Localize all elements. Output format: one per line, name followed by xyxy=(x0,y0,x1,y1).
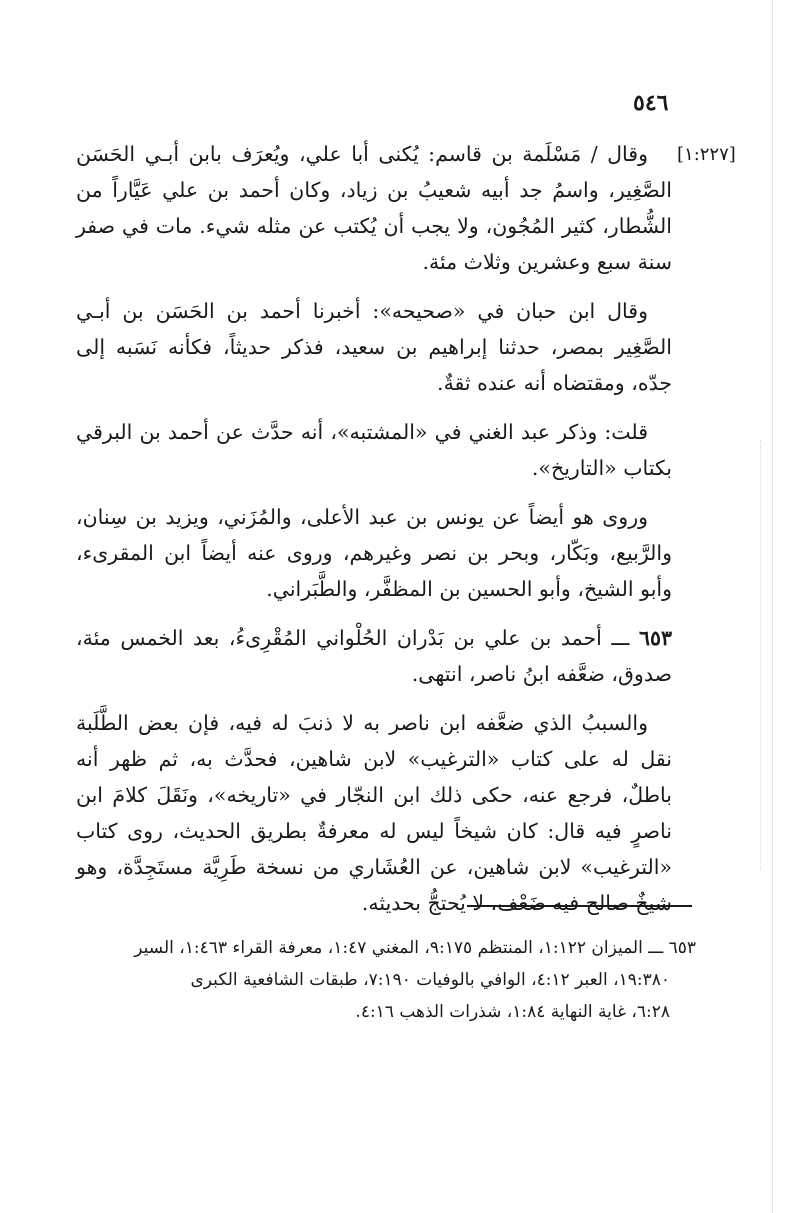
paragraph-abd-al-ghani: قلت: وذكر عبد الغني في «المشتبه»، أنه حدَّث عن أحمد بن البرقي بكتاب «التاريخ». xyxy=(76,420,672,480)
footnote-line: ٦٥٣ ـــ الميزان ١:١٢٢، المنتظم ٩:١٧٥، المغني ١:٤٧، معرفة القراء ١:٤٦٣، السير xyxy=(134,938,696,958)
margin-reference: [١:٢٢٧] xyxy=(677,144,736,165)
main-text xyxy=(76,136,672,921)
footnote-line: ٦:٢٨، غاية النهاية ١:٨٤، شذرات الذهب ٤:١٦. xyxy=(355,1002,670,1022)
paragraph-narrators: وروى هو أيضاً عن يونس بن عبد الأعلى، والمُزَني، ويزيد بن سِنان، والرَّبيع، وبَكّار، وبحر بن نصر وغيرهم، وروى عنه أيضاً ابن المقرىء، وأبو الشيخ، وأبو الحسين بن المظفَّر، والطَّبَراني. xyxy=(76,505,672,601)
paragraph-maslama: وقال / مَسْلَمة بن قاسم: يُكنى أبا علي، ويُعرَف بابن أبـي الحَسَن الصَّغِير، واسمُ جد أبيه شعيبُ بن زياد، وكان أحمد بن علي عَيَّاراً من الشُّطار، كثير المُجُون، ولا يجب أن يُكتب عن مثله شيء. مات في صفر سنة سبع وعشرين وثلاث مئة. xyxy=(76,142,672,274)
page-number: ٥٤٦ xyxy=(633,90,669,116)
page-crease xyxy=(772,0,773,1213)
scan-speckle xyxy=(760,440,761,870)
entry-text: أحمد بن علي بن بَدْران الحُلْواني المُقْرِىءُ، بعد الخمس مئة، صدوق، ضعَّفه ابنُ ناصر، انتهى. xyxy=(76,626,672,686)
footnote xyxy=(76,932,696,1028)
footnote-divider xyxy=(467,905,692,907)
entry-dash: ـــ xyxy=(601,626,639,650)
footnote-line: ١٩:٣٨٠، العبر ٤:١٢، الوافي بالوفيات ٧:١٩٠، طبقات الشافعية الكبرى xyxy=(190,970,670,990)
entry-653 xyxy=(76,620,672,692)
paragraph-ibn-hibban: وقال ابن حبان في «صحيحه»: أخبرنا أحمد بن الحَسَن بن أبـي الصَّغِير بمصر، حدثنا إبراهيم بن سعيد، فذكر حديثاً، فكأنه نَسَبه إلى جدّه، ومقتضاه أنه عنده ثقةٌ. xyxy=(76,299,672,395)
entry-number: ٦٥٣ xyxy=(638,626,672,650)
paragraph-reason: والسببُ الذي ضعَّفه ابن ناصر به لا ذنبَ له فيه، فإن بعض الطَّلَبة نقل له على كتاب «الترغيب» لابن شاهين، فحدَّث به، ثم ظهر أنه باطلٌ، فرجع عنه، حكى ذلك ابن النجّار في «تاريخه»، ونَقَلَ كلامَ ابن ناصرٍ فيه قال: كان شيخاً ليس له معرفةٌ بطريق الحديث، روى كتاب «الترغيب» لابن شاهين، عن العُشَاري من نسخة طَرِيَّة مستَجِدَّة، وهو شيخٌ صالح فيه ضَعْف، لا يُحتجُّ بحديثه. xyxy=(76,711,672,915)
